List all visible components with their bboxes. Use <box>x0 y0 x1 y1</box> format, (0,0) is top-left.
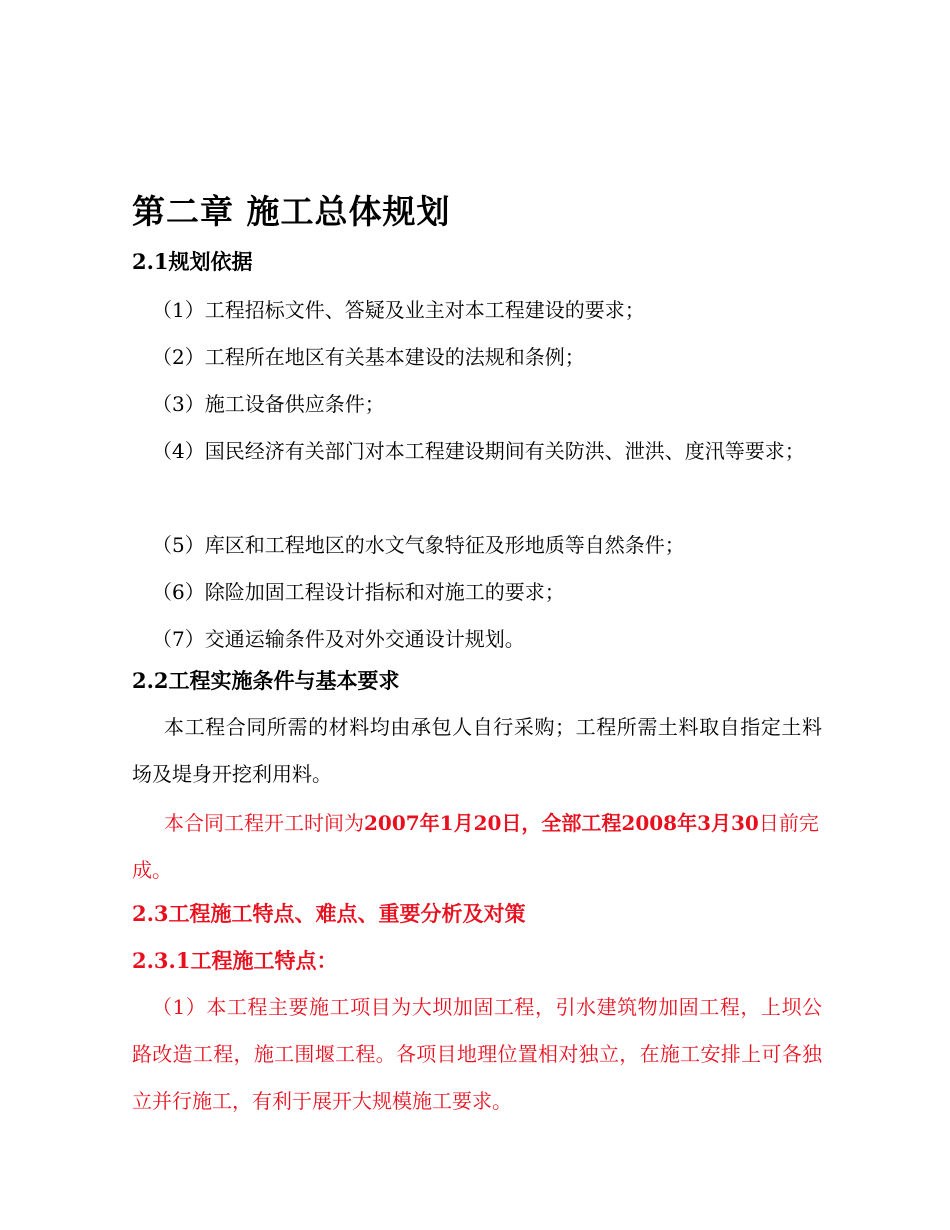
paragraph-part: 本合同工程开工时间为 <box>164 811 364 835</box>
highlighted-paragraph <box>132 800 822 894</box>
section-2-3-1-heading: 2.3.1工程施工特点： <box>132 948 338 973</box>
section-2-3-heading: 2.3工程施工特点、难点、重要分析及对策 <box>132 901 526 926</box>
list-item: （1）工程招标文件、答疑及业主对本工程建设的要求； <box>152 298 645 322</box>
section-2-1-heading: 2.1规划依据 <box>132 249 253 274</box>
list-item: （2）工程所在地区有关基本建设的法规和条例； <box>152 345 585 369</box>
list-item: （4）国民经济有关部门对本工程建设期间有关防洪、泄洪、度汛等要求； <box>152 439 805 463</box>
paragraph-part: 日前完成。 <box>132 811 819 882</box>
section-2-2-heading: 2.2工程实施条件与基本要求 <box>132 668 400 693</box>
list-item: （5）库区和工程地区的水文气象特征及形地质等自然条件； <box>152 533 685 557</box>
paragraph: 本工程合同所需的材料均由承包人自行采购；工程所需土料取自指定土料场及堤身开挖利用料。 <box>132 715 822 786</box>
list-item: （6）除险加固工程设计指标和对施工的要求； <box>152 580 565 604</box>
date-highlight: 2007年1月20日，全部工程2008年3月30 <box>364 811 759 835</box>
paragraph: （1）本工程主要施工项目为大坝加固工程，引水建筑物加固工程，上坝公路改造工程，施工围堰工程。各项目地理位置相对独立，在施工安排上可各独立并行施工，有利于展开大规模施工要求。 <box>132 995 822 1113</box>
list-item: （3）施工设备供应条件； <box>152 392 385 416</box>
chapter-title: 第二章 施工总体规划 <box>132 192 451 231</box>
list-item: （7）交通运输条件及对外交通设计规划。 <box>152 627 525 651</box>
